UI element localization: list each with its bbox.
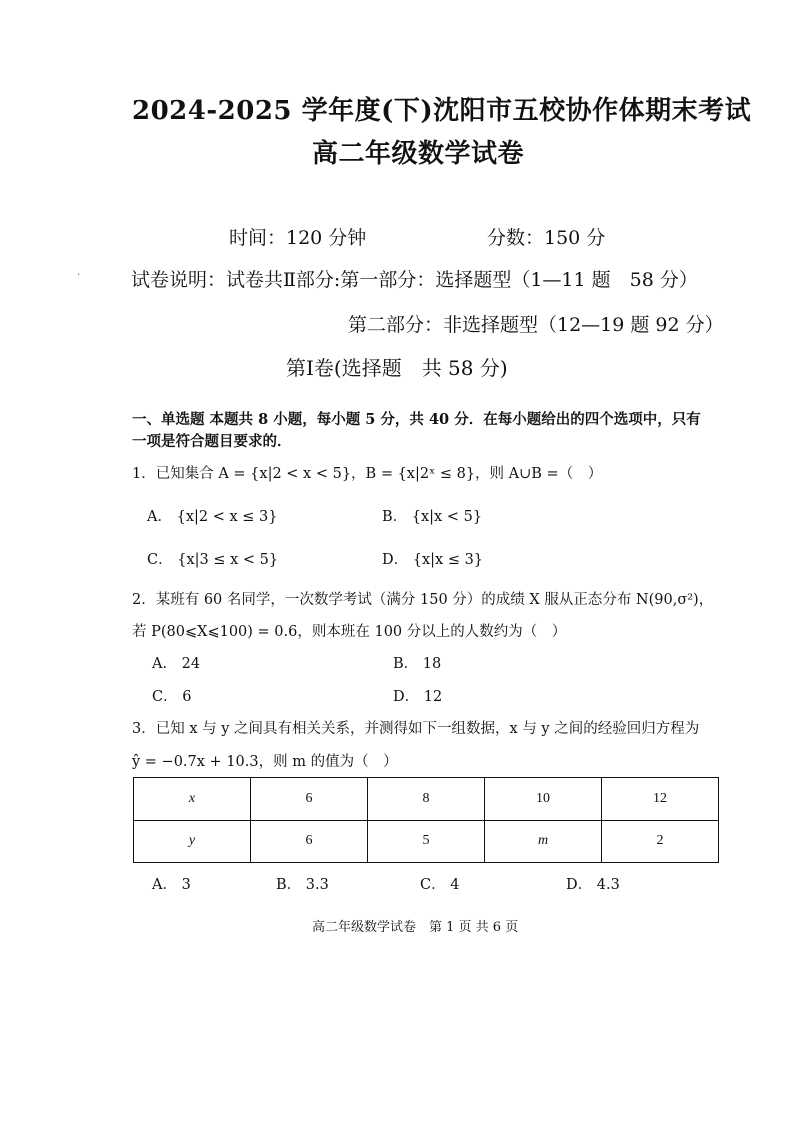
exam-description-line2: 第二部分：非选择题型（12—19 题 92 分）: [348, 314, 724, 336]
question1-stem: 1．已知集合 A = {x|2 < x < 5}，B = {x|2ˣ ≤ 8}，则 A∪B =（ ）: [132, 466, 603, 482]
q1-option-a: A． {x|2 < x ≤ 3}: [147, 509, 278, 525]
exam-title-line1: 2024-2025 学年度(下)沈阳市五校协作体期末考试: [132, 96, 752, 126]
table-row: [134, 820, 719, 863]
q1-option-d: D． {x|x ≤ 3}: [382, 552, 484, 568]
question2-line2: 若 P(80⩽X⩽100) = 0.6，则本班在 100 分以上的人数约为（ ）: [132, 624, 567, 640]
exam-score: 分数：150 分: [487, 227, 606, 249]
table-cell: 6: [251, 778, 368, 821]
part1-title: 第Ⅰ卷(选择题 共 58 分): [286, 356, 508, 380]
exam-description-line1: 试卷说明：试卷共Ⅱ部分:第一部分：选择题型（1—11 题 58 分）: [131, 269, 698, 291]
q2-option-a: A． 24: [152, 656, 201, 672]
table-cell: 12: [602, 778, 719, 821]
table-cell: 8: [368, 778, 485, 821]
q3-option-b: B． 3.3: [276, 877, 329, 893]
question3-line1: 3．已知 x 与 y 之间具有相关关系，并测得如下一组数据，x 与 y 之间的经验回归方程为: [132, 721, 700, 737]
page-footer: 高二年级数学试卷 第 1 页 共 6 页: [312, 920, 519, 935]
table-cell: 10: [485, 778, 602, 821]
q2-option-b: B． 18: [393, 656, 442, 672]
question2-line1: 2．某班有 60 名同学，一次数学考试（满分 150 分）的成绩 X 服从正态分布 N(90,σ²)，: [132, 592, 714, 608]
q1-option-b: B． {x|x < 5}: [382, 509, 483, 525]
question3-line2: ŷ = −0.7x + 10.3，则 m 的值为（ ）: [132, 754, 398, 770]
section1-instructions-line1: 一、单选题 本题共 8 小题，每小题 5 分，共 40 分．在每小题给出的四个选项中，只有: [132, 411, 701, 428]
table-cell: 2: [602, 820, 719, 863]
table-cell: 6: [251, 820, 368, 863]
q2-option-c: C． 6: [152, 689, 192, 705]
table-cell: x: [134, 778, 251, 821]
table-cell: 5: [368, 820, 485, 863]
table-cell: y: [134, 820, 251, 863]
exam-title-line2: 高二年级数学试卷: [312, 139, 525, 169]
exam-time: 时间：120 分钟: [229, 227, 367, 249]
scan-dot: ·: [77, 270, 81, 281]
q3-option-c: C． 4: [420, 877, 460, 893]
table-cell: m: [485, 820, 602, 863]
q1-option-c: C． {x|3 ≤ x < 5}: [147, 552, 279, 568]
q3-option-d: D． 4.3: [566, 877, 620, 893]
q2-option-d: D． 12: [393, 689, 443, 705]
table-row: [134, 778, 719, 821]
section1-instructions-line2: 一项是符合题目要求的．: [132, 433, 292, 450]
q3-option-a: A． 3: [152, 877, 191, 893]
q3-data-table: [133, 777, 719, 863]
